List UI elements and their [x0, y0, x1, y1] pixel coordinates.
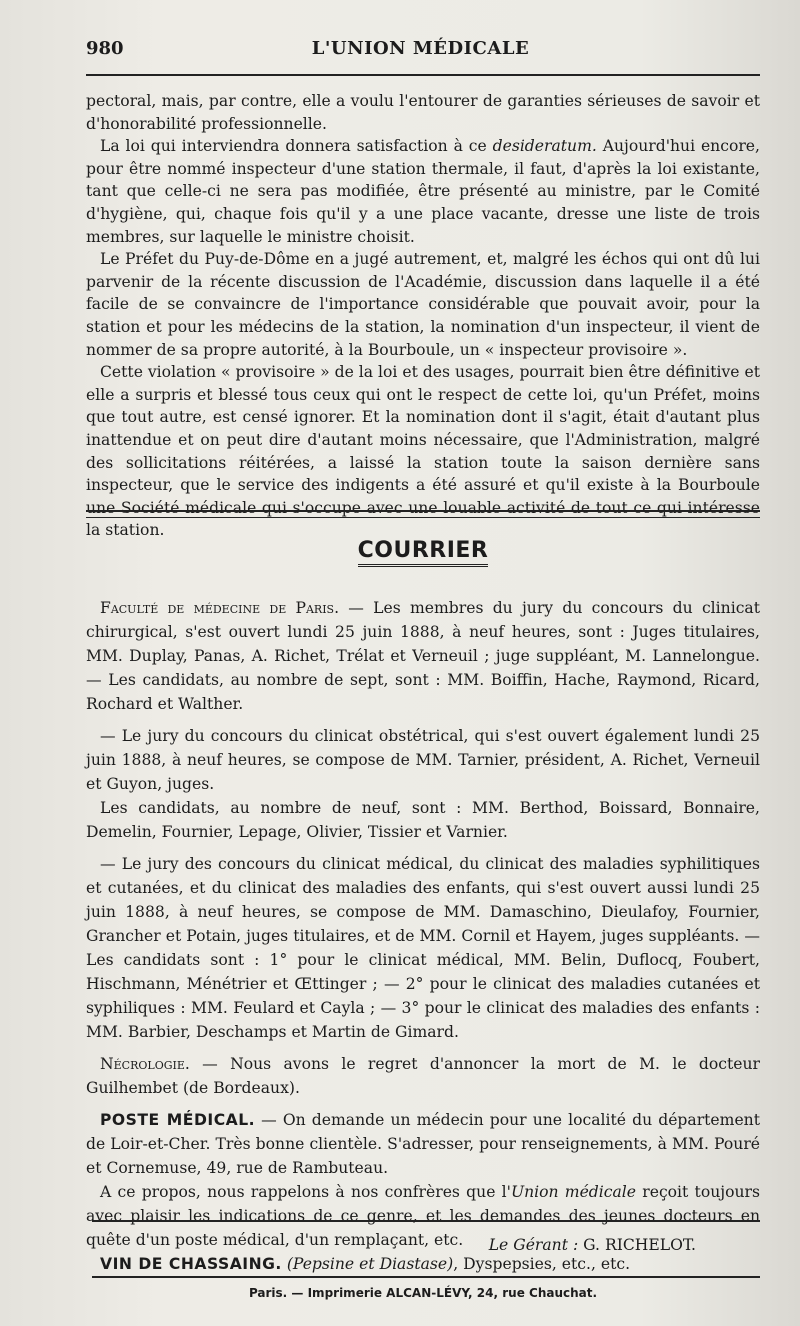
news-item: — Le jury du concours du clinicat obstétrical, qui s'est ouvert également lundi 25 juin 1888, à neuf heures, se compose de MM. Tarnier, président, A. Richet, Verneuil et Guyon, juges. [86, 727, 760, 793]
news-item: Nécrologie. — Nous avons le regret d'annoncer la mort de M. le docteur Guilhembet (de Bordeaux). [86, 1055, 760, 1097]
footer-rule [92, 1220, 760, 1222]
item-label: Faculté de médecine de Paris. [100, 599, 340, 617]
running-title: L'UNION MÉDICALE [311, 38, 530, 59]
article-continuation [86, 90, 760, 542]
news-item: Faculté de médecine de Paris. — Les membres du jury du concours du clinicat chirurgical, s'est ouvert lundi 25 juin 1888, à neuf heures, sont : Juges titulaires, MM. Duplay, Panas, A. Richet, Trélat et Verneuil ; juge suppléant, M. Lannelongue. — Les candidats, au nombre de sept, sont : MM. Boiffin, Hache, Raymond, Ricard, Rochard et Walther. [86, 599, 760, 713]
footer-rule [92, 1276, 760, 1278]
paragraph: pectoral, mais, par contre, elle a voulu l'entourer de garanties sérieuses de savoir et d'honorabilité professionnelle. [86, 92, 760, 133]
page-header [86, 38, 755, 68]
item-label: POSTE MÉDICAL. [100, 1111, 256, 1129]
header-rule [86, 74, 760, 76]
paragraph: Le Préfet du Puy-de-Dôme en a jugé autrement, et, malgré les échos qui ont dû lui parvenir de la récente discussion de l'Académie, discussion dans laquelle il a été facile de se convaincre de l'importance considérable que pouvait avoir, pour la station et pour les médecins de la station, la nomination d'un inspecteur, il vient de nommer de sa propre autorité, à la Bourboule, un « inspecteur provisoire ». [86, 250, 760, 359]
item-label: VIN DE CHASSAING. [100, 1255, 282, 1273]
paragraph: Cette violation « provisoire » de la loi et des usages, pourrait bien être définitive et elle a surpris et blessé tous ceux qui ont le respect de cette loi, qu'un Préfet, moins que tout autre, est censé ignorer. Et la nomination dont il s'agit, était d'autant plus inattendue et on peut dire d'autant moins nécessaire, que l'Administration, malgré des sollicitations réitérées, a laissé la station toute la saison dernière sans inspecteur, que le service des indigents a été assuré et qu'il existe à la Bourboule une Société médicale qui s'occupe avec une louable activité de tout ce qui intéresse la station. [86, 363, 760, 540]
news-item: — Le jury des concours du clinicat médical, du clinicat des maladies syphilitiques et cutanées, et du clinicat des maladies des enfants, qui s'est ouvert aussi lundi 25 juin 1888, à neuf heures, se compose de MM. Damaschino, Dieulafoy, Fournier, Grancher et Potain, juges titulaires, et de MM. Cornil et Hayem, juges suppléants. — Les candidats sont : 1° pour le clinicat médical, MM. Belin, Duflocq, Foubert, Hischmann, Ménétrier et Œttinger ; — 2° pour le clinicat des maladies cutanées et syphiliques : MM. Feulard et Cayla ; — 3° pour le clinicat des maladies des enfants : MM. Barbier, Deschamps et Martin de Gimard. [86, 855, 760, 1041]
news-item: Les candidats, au nombre de neuf, sont : MM. Berthod, Boissard, Bonnaire, Demelin, Fournier, Lepage, Olivier, Tissier et Varnier. [86, 799, 760, 841]
courrier-section [86, 596, 760, 1284]
advertisement: VIN DE CHASSAING. (Pepsine et Diastase), Dyspepsies, etc., etc. [100, 1255, 631, 1273]
printer-imprint: Paris. — Imprimerie ALCAN-LÉVY, 24, rue Chauchat. [248, 1286, 598, 1300]
section-heading: COURRIER [0, 538, 800, 563]
news-item: POSTE MÉDICAL. — On demande un médecin pour une localité du département de Loir-et-Cher. Très bonne clientèle. S'adresser, pour renseignements, à MM. Pouré et Cornemuse, 49, rue de Rambuteau. [86, 1111, 760, 1177]
news-item: A ce propos, nous rappelons à nos confrères que l'Union médicale reçoit toujours avec plaisir les indications de ce genre, et les demandes des jeunes docteurs en quête d'un poste médical, d'un remplaçant, etc. [86, 1183, 760, 1249]
item-label: Nécrologie. [100, 1055, 190, 1073]
section-divider [86, 510, 760, 518]
gerant-signature: Le Gérant : G. RICHELOT. [488, 1236, 696, 1254]
page-number: 980 [86, 38, 124, 59]
paragraph: La loi qui interviendra donnera satisfaction à ce desideratum. Aujourd'hui encore, pour être nommé inspecteur d'une station thermale, il faut, d'après la loi existante, tant que celle-ci ne sera pas modifiée, être présenté au ministre, par le Comité d'hygiène, qui, chaque fois qu'il y a une place vacante, dresse une liste de trois membres, sur laquelle le ministre choisit. [86, 137, 760, 246]
